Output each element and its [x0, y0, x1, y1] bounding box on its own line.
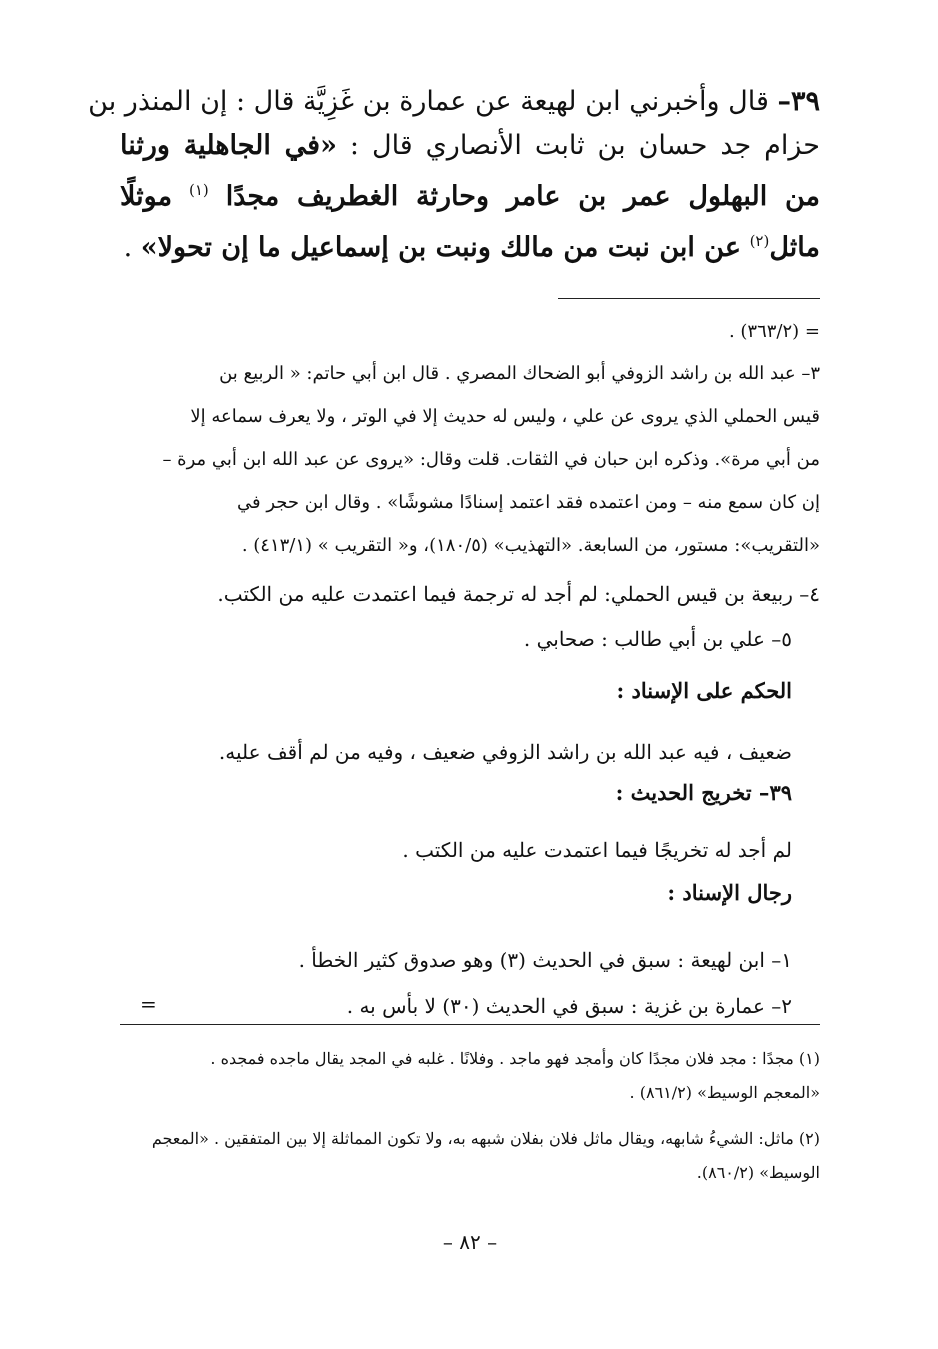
- hadith-text: [88, 80, 820, 270]
- takhrij-text: لم أجد له تخريجًا فيما اعتمدت عليه من الكتب .: [402, 838, 792, 862]
- footnote-separator: [120, 1024, 820, 1025]
- hukm-text: ضعيف ، فيه عبد الله بن راشد الزوفي ضعيف ، وفيه من لم أقف عليه.: [218, 740, 792, 764]
- continuation-mark: =: [140, 992, 157, 1016]
- footnote-2-line-1: (٢) ماثل: الشيءُ شابهه، ويقال ماثل فلان بفلان شبهه به، ولا تكون المماثلة إلا بين المتفقين . «المعجم: [151, 1129, 820, 1148]
- hadith-line-1: [88, 80, 820, 124]
- hadith-quote-3: عن ابن نبت من مالك ونبت بن إسماعيل ما إن تحولا»: [140, 232, 741, 263]
- hadith-line-1-text: قال وأخبرني ابن لهيعة عن عمارة بن غَزِيَّة قال : إن المنذر بن: [88, 86, 769, 117]
- footnote-1-line-2: «المعجم الوسيط» (٨٦١/٢) .: [629, 1083, 820, 1102]
- document-page: [88, 80, 820, 1280]
- note-item-line-2: قيس الحملي الذي يروى عن علي ، وليس له حديث إلا في الوتر ، ولا يعرف سماعه إلا: [190, 406, 820, 427]
- hadith-end: .: [123, 232, 141, 263]
- hadith-number: ٣٩–: [777, 86, 820, 117]
- rijal-1: ١– ابن لهيعة : سبق في الحديث (٣) وهو صدوق كثير الخطأ .: [298, 948, 792, 972]
- notes-separator: [558, 298, 820, 299]
- footnote-marker-2: (٢): [749, 232, 770, 250]
- hadith-line-2-text: حزام جد حسان بن ثابت الأنصاري قال :: [349, 130, 820, 161]
- note-item-line-3: من أبي مرة». وذكره ابن حبان في الثقات. قلت وقال: «يروى عن عبد الله ابن أبي مرة –: [162, 449, 820, 470]
- notes-continuation: = (٣٦٣/٢) .: [728, 321, 820, 342]
- narrator-5: ٥– علي بن أبي طالب : صحابي .: [523, 627, 792, 651]
- hadith-quote-2: موثلًا ماثل: [120, 181, 820, 263]
- note-item-line-5: «التقريب»: مستور، من السابعة. «التهذيب» (١٨٠/٥)، و« التقريب » (٤١٣/١) .: [241, 535, 820, 556]
- page-number: – ٨٢ –: [442, 1230, 498, 1254]
- hadith-line-2: [120, 124, 820, 270]
- takhrij-heading: ٣٩– تخريج الحديث :: [615, 780, 792, 805]
- footnote-1-line-1: (١) مجدًا : مجد فلان مجدًا كان وأمجد فهو ماجد . وفلانًا . غلبه في المجد يقال ماجده فمجده .: [210, 1049, 820, 1068]
- note-item-line-1: ٣– عبد الله بن راشد الزوفي أبو الضحاك المصري . قال ابن أبي حاتم: « الربيع بن: [219, 363, 820, 384]
- narrator-4: ٤– ربيعة بن قيس الحملي: لم أجد له ترجمة فيما اعتمدت عليه من الكتب.: [217, 582, 820, 606]
- hukm-heading: الحكم على الإسناد :: [616, 678, 792, 703]
- rijal-heading: رجال الإسناد :: [667, 880, 792, 905]
- footnote-2-line-2: الوسيط» (٨٦٠/٢).: [696, 1163, 820, 1182]
- note-item-line-4: إن كان سمع منه – ومن اعتمده فقد اعتمد إسنادًا مشوشًا» . وقال ابن حجر في: [237, 492, 820, 513]
- footnote-marker-1: (١): [188, 181, 209, 199]
- rijal-2: ٢– عمارة بن غزية : سبق في الحديث (٣٠) لا بأس به .: [346, 994, 792, 1018]
- hadith-quote: «في الجاهلية ورثنا من البهلول عمر بن عامر وحارثة الغطريف مجدًا: [120, 130, 820, 212]
